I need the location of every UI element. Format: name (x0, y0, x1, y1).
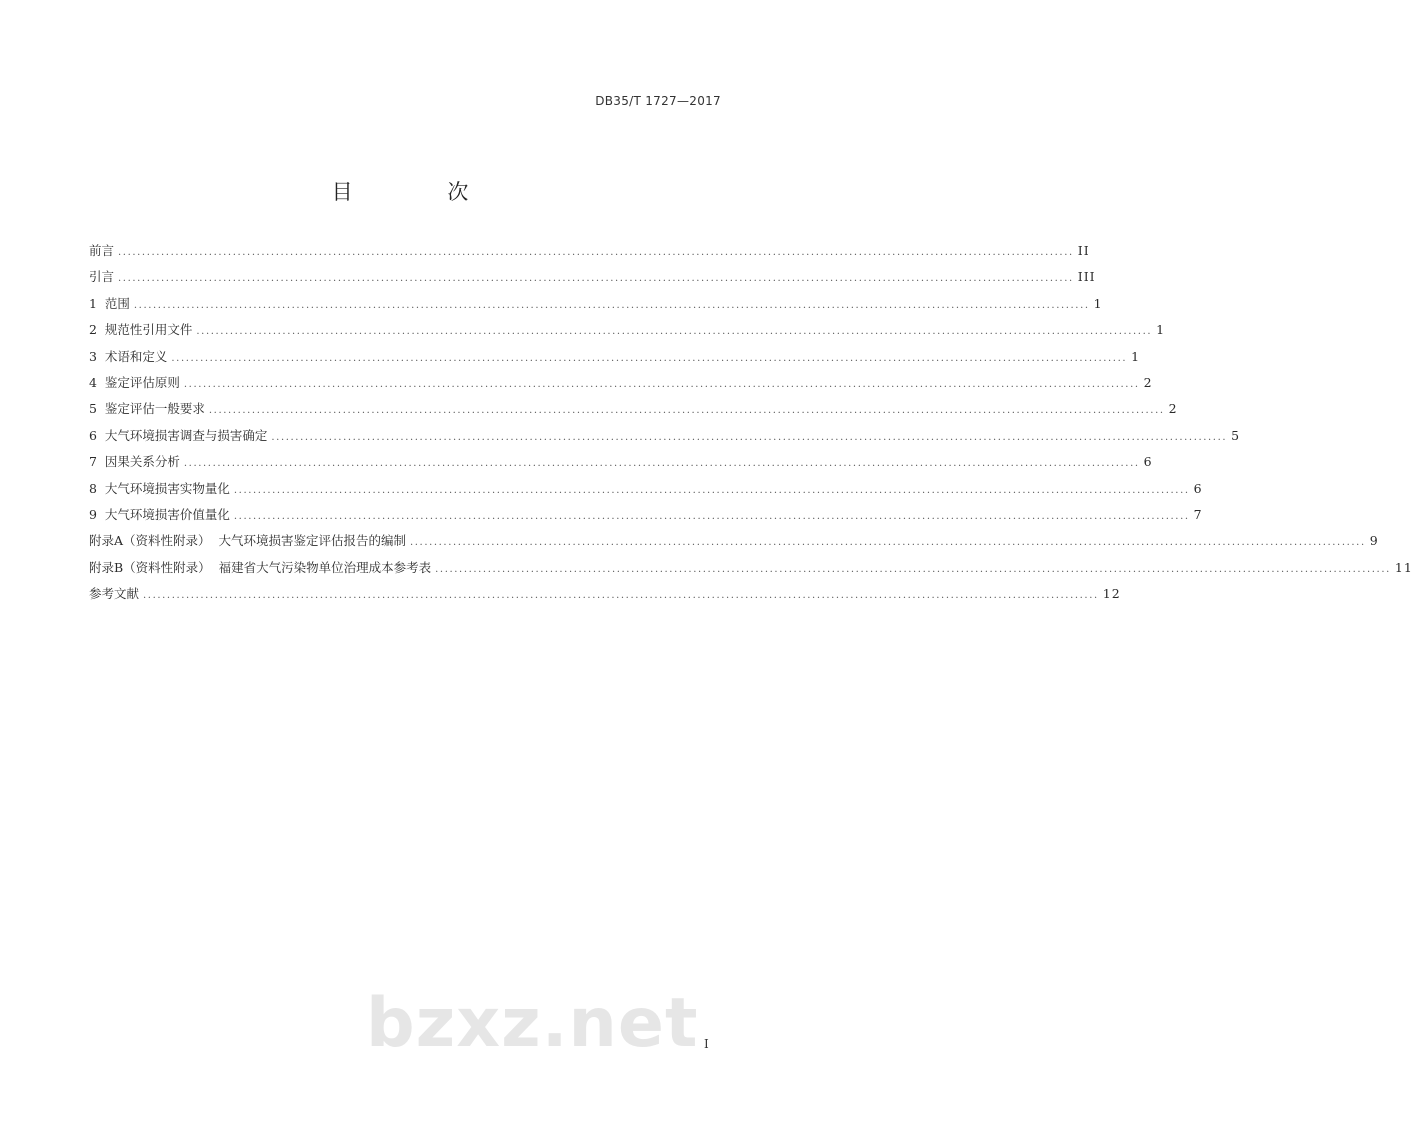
toc-leader-dots: ........................................................................................................................................................................................................ (271, 431, 1228, 443)
toc-leader-dots: ........................................................................................................................................................................................................ (409, 537, 1366, 549)
toc-entry[interactable] (89, 319, 1166, 345)
toc-entry-label: 附录B（资料性附录） 福建省大气污染物单位治理成本参考表 (89, 559, 432, 575)
toc-entry-page: II (1077, 243, 1090, 258)
toc-entry-label: 3 术语和定义 (89, 348, 168, 364)
toc-entry-page: 5 (1231, 427, 1241, 443)
toc-entry-label: 8 大气环境损害实物量化 (89, 480, 230, 496)
toc-entry[interactable] (89, 478, 1203, 504)
watermark: bzxz.net (366, 984, 699, 1063)
toc-entry-page: 1 (1131, 348, 1141, 364)
toc-entry-page: 2 (1143, 374, 1153, 390)
toc-entry[interactable] (89, 451, 1153, 477)
toc-entry-label: 前言 (89, 243, 115, 258)
toc-entry[interactable] (89, 504, 1203, 530)
toc-leader-dots: ........................................................................................................................................................................................................ (208, 405, 1165, 417)
toc-entry-page: 7 (1193, 506, 1203, 522)
toc-entry-page: 1 (1093, 295, 1103, 311)
toc-entry[interactable] (89, 583, 1121, 609)
toc-entry-label: 引言 (89, 269, 115, 285)
toc-entry-page: 12 (1102, 586, 1121, 602)
toc-leader-dots: ........................................................................................................................................................................................................ (196, 326, 1153, 338)
toc-leader-dots: ........................................................................................................................................................................................................ (183, 378, 1140, 390)
toc-entry[interactable] (89, 346, 1141, 372)
toc-leader-dots: ........................................................................................................................................................................................................ (233, 484, 1190, 496)
toc-entry-page: 2 (1168, 401, 1178, 417)
toc-entry[interactable] (89, 240, 1090, 266)
table-of-contents (89, 240, 1413, 609)
toc-entry-page: 9 (1369, 533, 1379, 549)
toc-entry-page: 11 (1394, 559, 1413, 575)
toc-entry[interactable] (89, 530, 1379, 556)
toc-entry-label: 7 因果关系分析 (89, 454, 180, 470)
toc-entry[interactable] (89, 425, 1241, 451)
toc-leader-dots: ........................................................................................................................................................................................................ (435, 563, 1391, 575)
toc-leader-dots: ........................................................................................................................................................................................................ (118, 247, 1074, 258)
toc-leader-dots: ........................................................................................................................................................................................................ (133, 299, 1090, 311)
toc-entry-label: 5 鉴定评估一般要求 (89, 401, 205, 417)
toc-entry-page: 6 (1193, 480, 1203, 496)
toc-entry[interactable] (89, 266, 1096, 292)
toc-entry[interactable] (89, 557, 1413, 583)
toc-entry-page: III (1077, 269, 1096, 285)
toc-entry-label: 2 规范性引用文件 (89, 322, 193, 338)
toc-entry-label: 4 鉴定评估原则 (89, 374, 180, 390)
toc-entry[interactable] (89, 372, 1153, 398)
toc-entry[interactable] (89, 398, 1178, 424)
toc-entry-label: 参考文献 (89, 586, 140, 602)
toc-leader-dots: ........................................................................................................................................................................................................ (171, 352, 1128, 364)
toc-entry-label: 9 大气环境损害价值量化 (89, 506, 230, 522)
toc-leader-dots: ........................................................................................................................................................................................................ (233, 510, 1190, 522)
toc-entry-label: 附录A（资料性附录） 大气环境损害鉴定评估报告的编制 (89, 533, 406, 549)
toc-entry-page: 1 (1156, 322, 1166, 338)
toc-entry-page: 6 (1143, 454, 1153, 470)
toc-entry-label: 1 范围 (89, 295, 130, 311)
toc-leader-dots: ........................................................................................................................................................................................................ (118, 273, 1074, 285)
standard-code: DB35/T 1727—2017 (595, 94, 721, 108)
page-title: 目 次 (331, 180, 513, 204)
toc-leader-dots: ........................................................................................................................................................................................................ (143, 590, 1099, 602)
toc-entry-label: 6 大气环境损害调查与损害确定 (89, 427, 268, 443)
toc-leader-dots: ........................................................................................................................................................................................................ (183, 458, 1140, 470)
page-number: I (704, 1037, 709, 1051)
toc-entry[interactable] (89, 293, 1103, 319)
